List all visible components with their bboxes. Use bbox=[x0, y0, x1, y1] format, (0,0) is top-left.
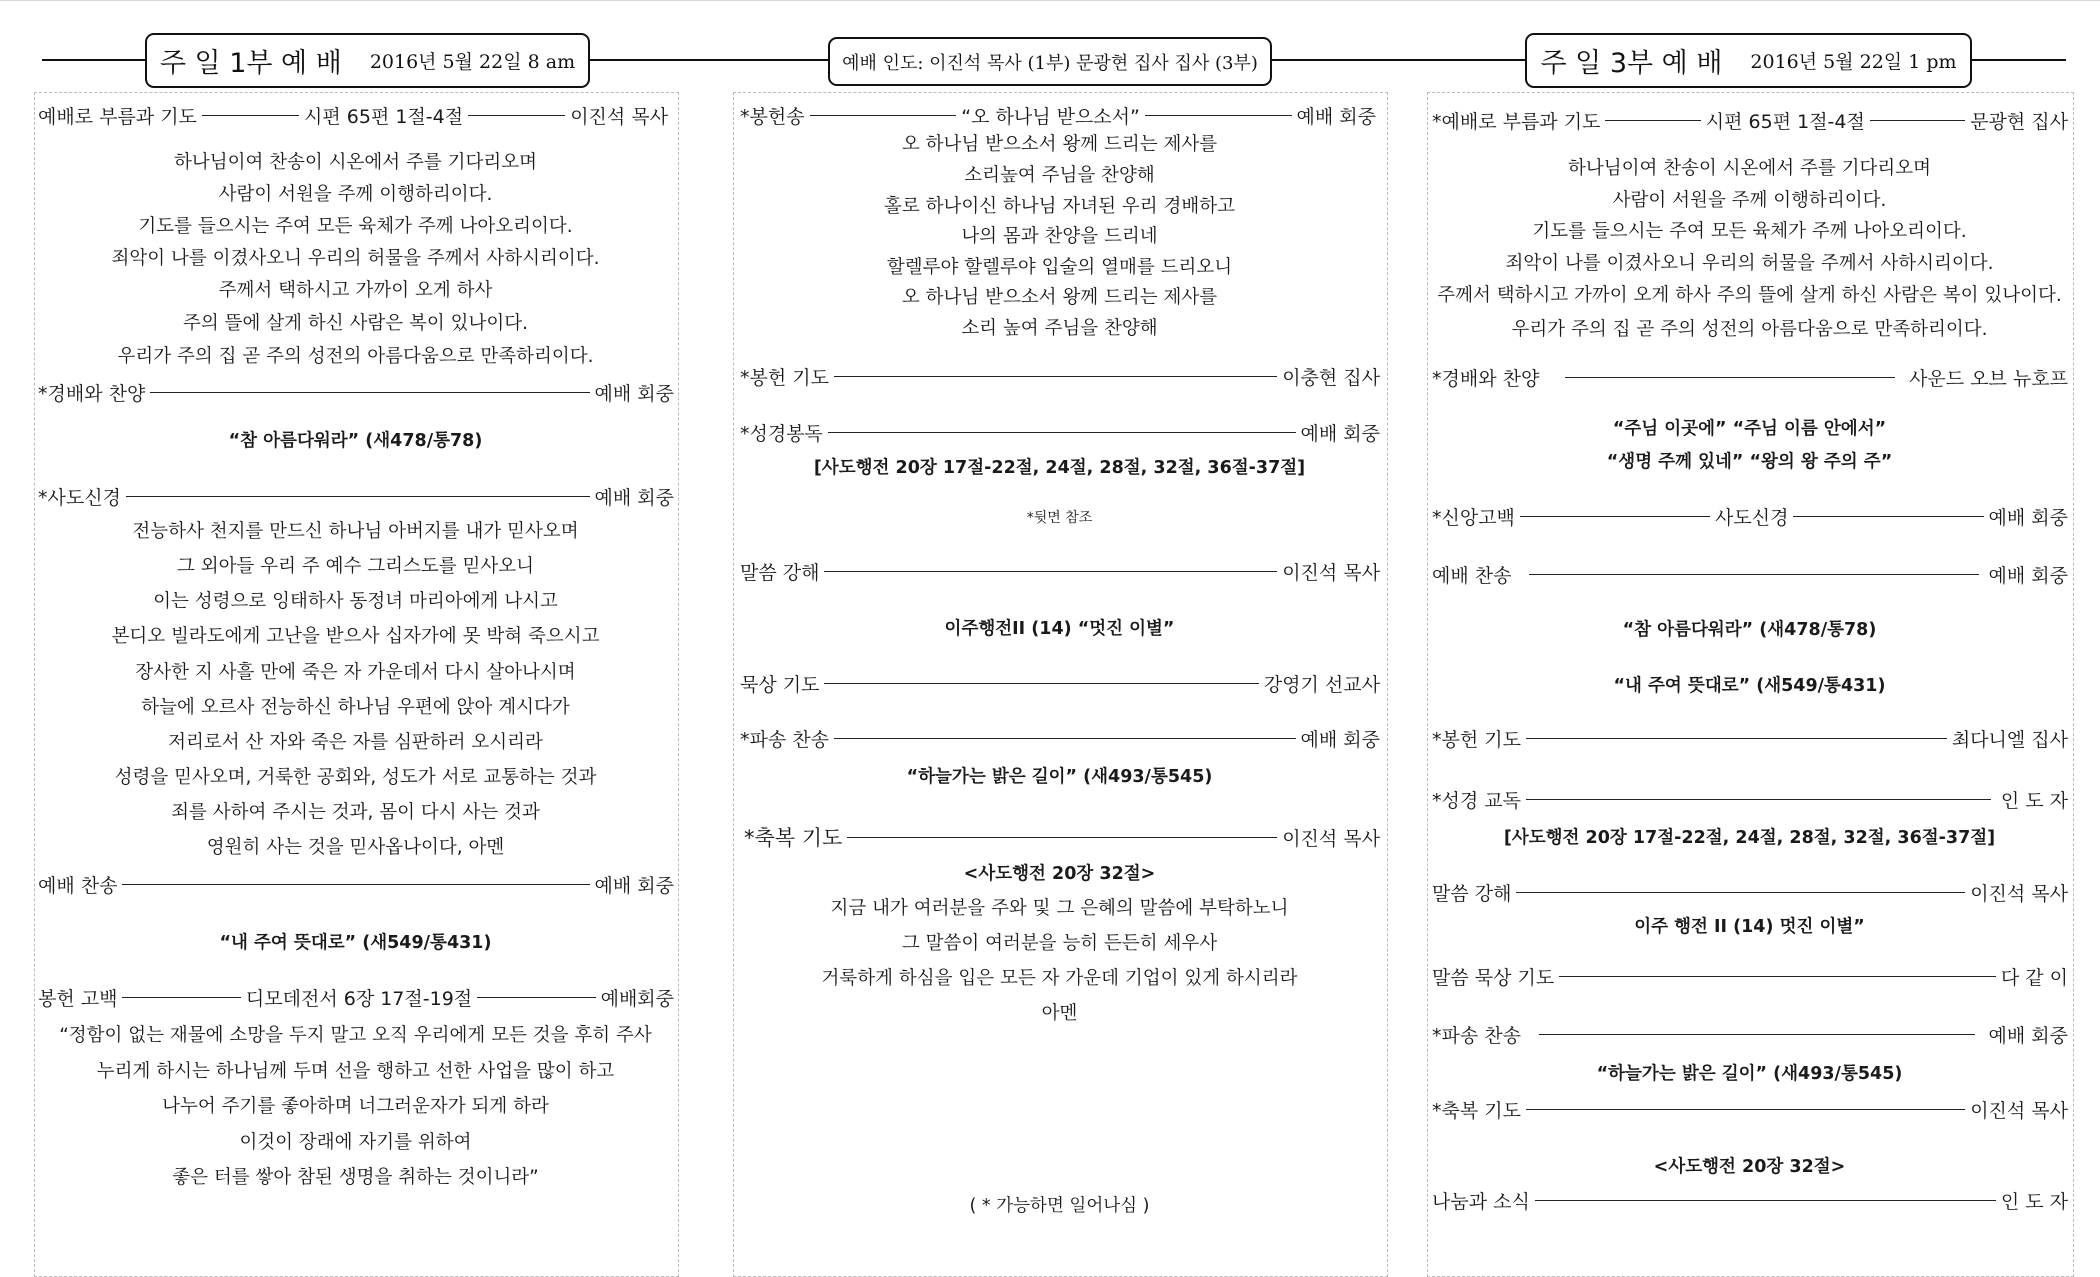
c3-blessing-reference: <사도행전 20장 32절> bbox=[1653, 1157, 1846, 1177]
header-rule-left bbox=[42, 59, 146, 61]
c2-stand-note: ( * 가능하면 일어나심 ) bbox=[969, 1196, 1150, 1216]
service-1-header bbox=[145, 33, 590, 88]
c1-apostles-creed: *사도신경 예배 회중 bbox=[38, 486, 674, 509]
c3-sending-hymn: *파송 찬송 예배 회중 bbox=[1432, 1024, 2068, 1047]
c3-worship-praise: *경배와 찬양 사운드 오브 뉴호프 bbox=[1432, 367, 2068, 390]
c3-meditation-prayer: 말씀 묵상 기도 다 같 이 bbox=[1432, 966, 2068, 989]
c2-see-back: *뒷면 참조 bbox=[1026, 510, 1093, 526]
c2-sending-hymn: *파송 찬송 예배 회중 bbox=[740, 728, 1380, 751]
c2-scripture-reading: *성경봉독 예배 회중 bbox=[740, 422, 1380, 445]
service-3-title: 주 일 3부 예 배 bbox=[1540, 48, 1723, 79]
c3-hymn-1: “참 아름다워라” (새478/통78) bbox=[1622, 620, 1877, 640]
c1-hymn-1: “참 아름다워라” (새478/통78) bbox=[228, 431, 483, 451]
c3-sermon: 말씀 강해 이진석 목사 bbox=[1432, 882, 2068, 905]
c3-responsive-reading: *성경 교독 인 도 자 bbox=[1432, 789, 2068, 812]
c3-reading-reference: [사도행전 20장 17절-22절, 24절, 28절, 32절, 36절-37절] bbox=[1503, 828, 1996, 848]
c3-call-to-worship: *예배로 부름과 기도 시편 65편 1절-4절 문광현 집사 bbox=[1432, 110, 2069, 133]
c3-sermon-title: 이주 행전 II (14) 멋진 이별” bbox=[1634, 917, 1865, 937]
header-rule-right bbox=[1968, 59, 2066, 61]
c2-benediction: *축복 기도 이진석 목사 bbox=[744, 826, 1380, 850]
c2-offering-prayer: *봉헌 기도 이충현 집사 bbox=[740, 366, 1380, 389]
worship-leader-box bbox=[828, 37, 1272, 86]
c3-confession-of-faith: *신앙고백 사도신경 예배 회중 bbox=[1432, 506, 2068, 529]
c3-news-sharing: 나눔과 소식 인 도 자 bbox=[1432, 1190, 2068, 1213]
c3-offering-prayer: *봉헌 기도 최다니엘 집사 bbox=[1432, 728, 2068, 751]
top-border bbox=[0, 0, 2100, 1]
c2-sermon-title: 이주행전II (14) “멋진 이별” bbox=[944, 619, 1175, 639]
c1-worship-praise: *경배와 찬양 예배 회중 bbox=[38, 382, 674, 405]
header-rule-center-right bbox=[1268, 59, 1526, 61]
c2-offering-song: *봉헌송 “오 하나님 받으소서” 예배 회중 bbox=[740, 105, 1377, 128]
service-1-title: 주 일 1부 예 배 bbox=[159, 48, 342, 79]
c3-worship-hymn: 예배 찬송 예배 회중 bbox=[1432, 564, 2068, 587]
service-3-date: 2016년 5월 22일 1 pm bbox=[1750, 51, 1957, 73]
c2-sermon: 말씀 강해 이진석 목사 bbox=[740, 561, 1380, 584]
c3-sending-hymn-title: “하늘가는 밝은 길이” (새493/통545) bbox=[1596, 1064, 1903, 1084]
service-1-date: 2016년 5월 22일 8 am bbox=[369, 51, 576, 73]
service-3-header bbox=[1525, 33, 1972, 88]
c2-blessing-reference: <사도행전 20장 32절> bbox=[963, 864, 1156, 884]
c1-worship-hymn: 예배 찬송 예배 회중 bbox=[38, 874, 674, 897]
c3-hymn-2: “내 주여 뜻대로” (새549/통431) bbox=[1613, 676, 1886, 696]
c1-hymn-2: “내 주여 뜻대로” (새549/통431) bbox=[219, 933, 492, 953]
c3-praise-songs-2: “생명 주께 있네” “왕의 왕 주의 주” bbox=[1606, 452, 1893, 472]
c2-silent-prayer: 묵상 기도 강영기 선교사 bbox=[740, 673, 1380, 696]
c2-sending-hymn-title: “하늘가는 밝은 길이” (새493/통545) bbox=[906, 767, 1213, 787]
worship-leader-text: 예배 인도: 이진석 목사 (1부) 문광현 집사 집사 (3부) bbox=[842, 52, 1258, 74]
c1-offering-confession: 봉헌 고백 디모데전서 6장 17절-19절 예배회중 bbox=[38, 987, 675, 1010]
header-rule-left-center bbox=[588, 59, 828, 61]
c1-call-to-worship: 예배로 부름과 기도 시편 65편 1절-4절 이진석 목사 bbox=[38, 105, 669, 128]
c2-reading-reference: [사도행전 20장 17절-22절, 24절, 28절, 32절, 36절-37절] bbox=[813, 458, 1306, 478]
c3-benediction: *축복 기도 이진석 목사 bbox=[1432, 1099, 2068, 1122]
c3-praise-songs-1: “주님 이곳에” “주님 이름 안에서” bbox=[1612, 419, 1887, 439]
